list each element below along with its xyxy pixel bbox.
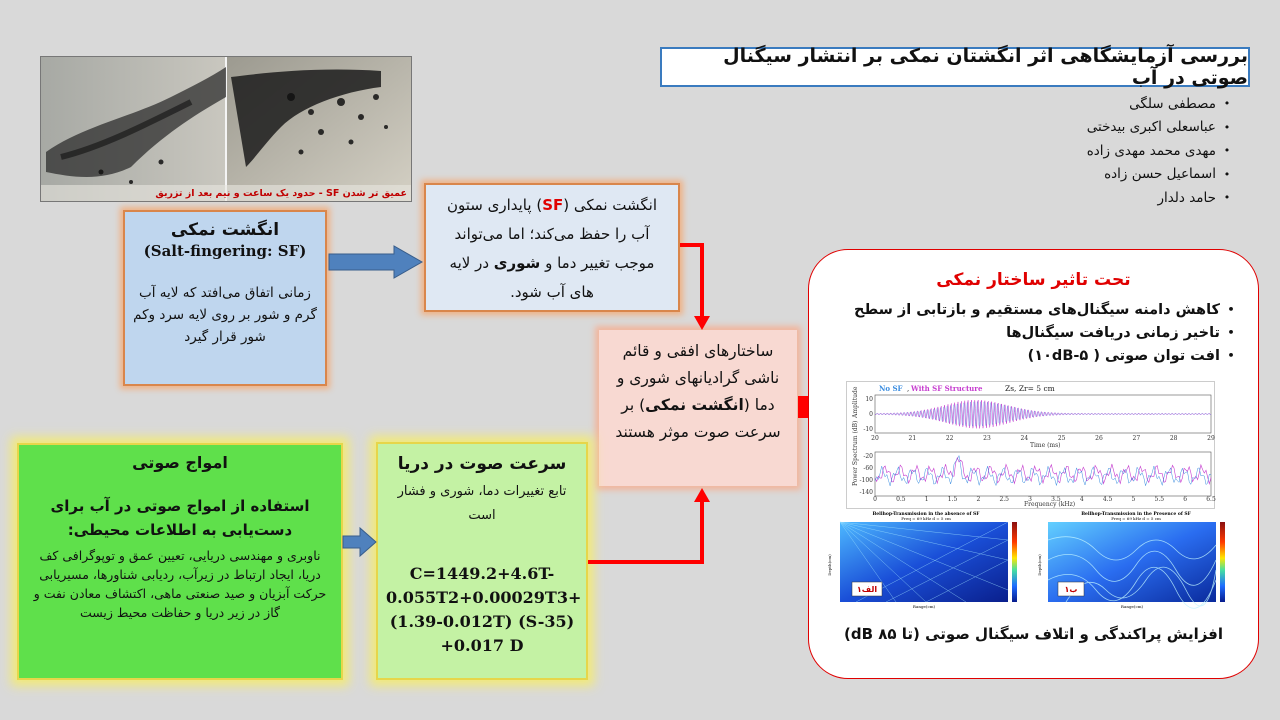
tick-label: 1.5 (947, 496, 958, 503)
svg-text:ب۱: ب۱ (1064, 585, 1078, 594)
tick-label: 22 (945, 435, 954, 442)
author-item: • مصطفی سلگی (1129, 95, 1231, 112)
zs-label: Zs, Zr= 5 cm (1005, 384, 1055, 393)
chart-left-sub: Freq = 69 kHz d = 5 cm (901, 516, 951, 521)
speed-title: سرعت صوت در دریا (397, 454, 567, 474)
colorbar-left (1012, 522, 1017, 602)
sf-info-bold: شوری (493, 254, 541, 272)
sf-title: انگشت نمکی (170, 220, 280, 240)
svg-text:الف۱: الف۱ (856, 585, 878, 594)
chart-right-sub: Freq = 69 kHz d = 5 cm (1111, 516, 1161, 521)
svg-text:,: , (907, 385, 910, 393)
center-bold: انگشت نمکی (645, 396, 744, 414)
tick-label: 20 (871, 435, 879, 442)
tick-label: -60 (863, 465, 873, 472)
transmission-with-sf-chart (1036, 510, 1236, 610)
tick-label: 0.5 (896, 496, 906, 503)
tick-label: 28 (1169, 435, 1178, 442)
author-item: • مهدی محمد مهدی زاده (1086, 142, 1231, 159)
effects-footer: افزایش پراکندگی و اتلاف سیگنال صوتی (تا ۸۵ dB) (843, 625, 1224, 643)
tick-label: 27 (1132, 435, 1141, 442)
tick-label: 29 (1207, 435, 1215, 442)
waves-description: ناوبری و مهندسی دریایی، تعیین عمق و توپوگرافی کف دریا، ایجاد ارتباط در زیرآب، ردیابی شناورها، مسیریابی حرکت آبزیان و صید صنعتی ماهی، اکتشاف معادن نفت و گاز در زیر دریا و حفاظت محیط زیست (33, 548, 327, 620)
tick-label: 26 (1095, 435, 1103, 442)
author-item: • اسماعیل حسن زاده (1104, 166, 1231, 183)
sf-info-text-3: در لایه های آب شود. (449, 254, 594, 301)
author-item: • حامد دلدار (1157, 189, 1231, 206)
speed-description: تابع تغییرات دما، شوری و فشار است (397, 484, 567, 523)
page-title: بررسی آزمایشگاهی اثر انگشتان نمکی بر انتشار سیگنال صوتی در آب (660, 47, 1250, 87)
red-arrow-bottom (588, 488, 710, 562)
tick-label: 1 (924, 496, 929, 503)
blue-arrow-1 (329, 246, 422, 278)
chart-right-title: Bellhop-Transmission in the Presence of SF (1081, 512, 1191, 517)
sf-description: زمانی اتفاق می‌افتد که لایه آب گرم و شور بر روی لایه سرد وکم شور قرار گیرد (133, 285, 317, 345)
tick-label: 25 (1057, 435, 1066, 442)
tick-label: -140 (859, 489, 873, 496)
amplitude-axis-label: Amplitude (852, 386, 859, 418)
tick-label: 23 (983, 435, 991, 442)
tick-label: 2 (976, 496, 981, 503)
tick-label: 10 (865, 396, 873, 403)
author-item: • عباسعلی اکبری بیدختی (1086, 119, 1231, 136)
red-arrow-top (680, 245, 710, 330)
tick-label: 4 (1079, 496, 1084, 503)
effect-item: • تاخیر زمانی دریافت سیگنال‌ها (1006, 324, 1235, 341)
sf-info-text-1: انگشت نمکی ( (563, 196, 658, 214)
tick-label: 0 (869, 411, 873, 418)
effect-item: • کاهش دامنه سیگنال‌های مستقیم و بازتابی از سطح (854, 301, 1235, 318)
tick-label: -100 (859, 477, 873, 484)
legend-with-sf: With SF Structure (911, 384, 983, 393)
tick-label: 3.5 (1051, 496, 1061, 503)
sf-info-text-2: ) پایداری ستون آب را حفظ می‌کند؛ اما می‌تواند موجب تغییر دما و (446, 196, 655, 272)
sf-abbr: SF (542, 196, 564, 214)
tick-label: -20 (863, 453, 873, 460)
effects-list (854, 298, 1242, 367)
chart-right-xlabel: Range(cm) (1120, 604, 1144, 609)
tick-label: -10 (863, 426, 873, 433)
chart-right-ylabel: Depth(cm) (1037, 554, 1042, 576)
colorbar-right (1220, 522, 1225, 602)
tick-label: 4.5 (1102, 496, 1113, 503)
signal-comparison-chart (846, 381, 1215, 509)
transmission-no-sf-chart (826, 510, 1026, 610)
waves-title: امواج صوتی (132, 453, 228, 472)
tick-label: 24 (1020, 435, 1029, 442)
speed-formula: C=1449.2+4.6T-0.055T2+0.00029T3+(1.39-0.012T) (S-35) +0.017 D (386, 564, 582, 655)
legend-no-sf: No SF (879, 384, 903, 393)
effects-title: تحت تاثیر ساختار نمکی (936, 270, 1131, 290)
time-axis-label: Time (ms) (1030, 442, 1061, 449)
blue-arrow-2 (343, 528, 376, 556)
chart-left-xlabel: Range(cm) (912, 604, 936, 609)
tick-label: 3 (1028, 496, 1032, 503)
center-text-2: ) بر سرعت صوت موثر هستند (615, 396, 781, 441)
chart-left-title: Bellhop-Transmission in the absence of SF (872, 512, 980, 517)
photo-caption: عمیق تر شدن SF - حدود یک ساعت و نیم بعد از تزریق (155, 188, 407, 199)
waves-subtitle: استفاده از امواج صوتی در آب برای دست‌یابی به اطلاعات محیطی: (50, 497, 310, 539)
tick-label: 5.5 (1154, 496, 1165, 503)
tick-label: 6 (1183, 496, 1188, 503)
sf-title-en: (Salt-fingering: SF) (143, 242, 307, 260)
frequency-axis-label: Frequency (kHz) (1024, 501, 1076, 508)
chart-left-ylabel: Depth(cm) (827, 554, 832, 576)
tick-label: 0 (873, 496, 877, 503)
tick-label: 5 (1131, 496, 1136, 503)
center-text-1: ساختارهای افقی و قائم ناشی گرادیانهای شوری و دما ( (616, 342, 780, 414)
tick-label: 6.5 (1206, 496, 1216, 503)
effect-item: • افت توان صوتی ( ۵-۱۰dB) (1027, 347, 1235, 364)
power-axis-label: Power Spectrum (dB) (852, 420, 859, 486)
spectrum-plot-frame (875, 452, 1211, 496)
tick-label: 2.5 (999, 496, 1010, 503)
tick-label: 21 (908, 435, 917, 442)
